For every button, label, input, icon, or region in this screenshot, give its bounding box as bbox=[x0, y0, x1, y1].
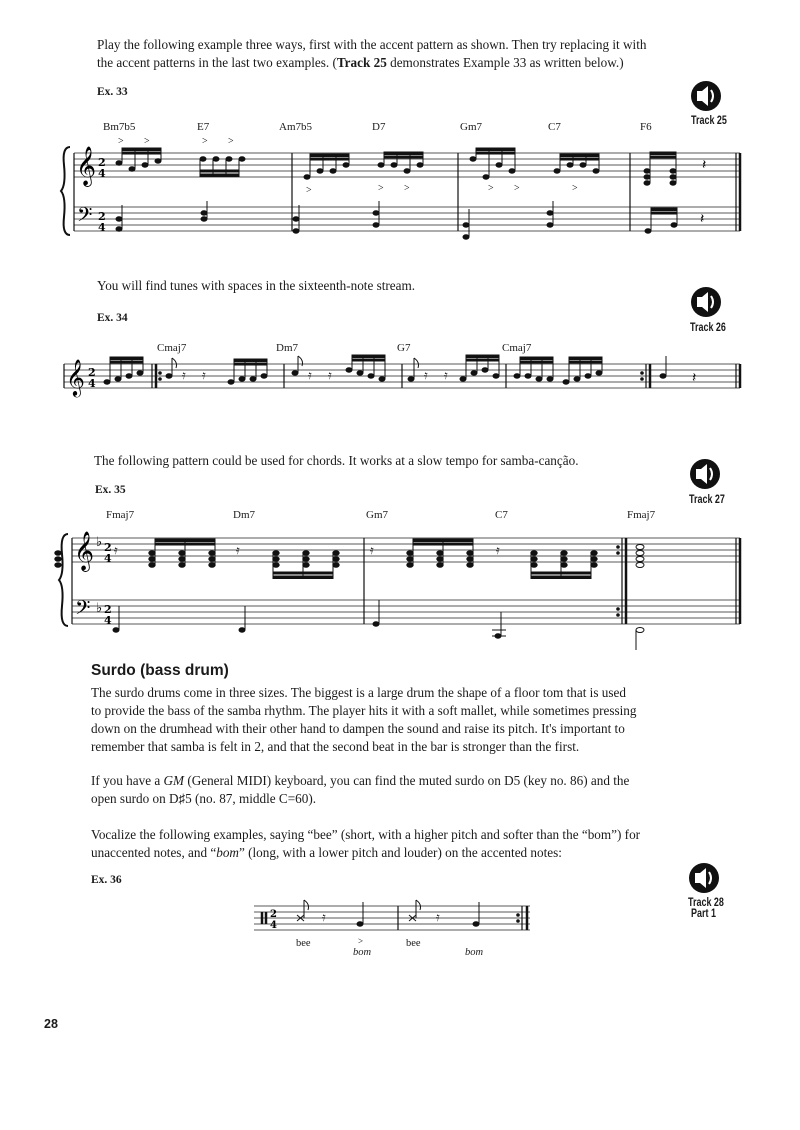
vocal-syllable: bee bbox=[406, 938, 421, 949]
svg-text:2: 2 bbox=[104, 541, 112, 554]
paragraph-line: remember that samba is felt in 2, and that the second beat in the bar is stronger than the first. bbox=[91, 739, 580, 754]
gm-abbrev: GM bbox=[163, 773, 185, 788]
svg-text:2: 2 bbox=[98, 156, 106, 169]
svg-text:𝄿: 𝄿 bbox=[202, 368, 206, 382]
svg-text:𝄽: 𝄽 bbox=[692, 371, 697, 386]
chord-symbol: Dm7 bbox=[233, 509, 255, 521]
svg-text:𝄽: 𝄽 bbox=[702, 158, 707, 173]
text-span: If you have a bbox=[91, 773, 164, 788]
paragraph-line: The surdo drums come in three sizes. The biggest is a large drum the shape of a floor tom that is used bbox=[91, 685, 626, 700]
example-label: Ex. 36 bbox=[91, 874, 122, 886]
track-reference: Track 25 bbox=[336, 55, 387, 70]
chord-symbol: Fmaj7 bbox=[627, 509, 656, 521]
svg-text:𝄿: 𝄿 bbox=[182, 368, 186, 382]
svg-text:>: > bbox=[118, 136, 124, 147]
paragraph-line: to provide the bass of the samba rhythm. The player hits it with a soft mallet, while sometimes pressing bbox=[91, 703, 637, 718]
text-span: (General MIDI) keyboard, you can find the muted surdo on D5 (key no. 86) and the bbox=[184, 773, 630, 788]
svg-text:𝄿: 𝄿 bbox=[236, 543, 240, 557]
chord-symbol: G7 bbox=[397, 342, 411, 354]
svg-text:4: 4 bbox=[104, 552, 112, 565]
track-label: Track 28 bbox=[688, 897, 724, 909]
track-label: Track 27 bbox=[689, 494, 725, 506]
svg-text:>: > bbox=[404, 183, 410, 194]
svg-text:𝄿: 𝄿 bbox=[308, 368, 312, 382]
track-label: Track 25 bbox=[691, 115, 727, 127]
svg-text:𝄿: 𝄿 bbox=[322, 910, 326, 924]
svg-text:𝄿: 𝄿 bbox=[328, 368, 332, 382]
paragraph-line bbox=[91, 772, 741, 790]
svg-text:𝄿: 𝄿 bbox=[444, 368, 448, 382]
svg-text:2: 2 bbox=[88, 366, 96, 379]
svg-text:4: 4 bbox=[98, 167, 106, 180]
svg-text:>: > bbox=[228, 136, 234, 147]
svg-text:>: > bbox=[202, 136, 208, 147]
example-label: Ex. 35 bbox=[95, 484, 126, 496]
svg-text:𝄞: 𝄞 bbox=[74, 531, 95, 571]
bom-word: bom bbox=[216, 845, 239, 860]
svg-text:4: 4 bbox=[88, 377, 96, 390]
notation-ex33-grand-staff bbox=[60, 135, 750, 247]
notation-ex35-grand-staff bbox=[58, 520, 750, 638]
svg-text:𝄿: 𝄿 bbox=[436, 910, 440, 924]
chord-symbol: E7 bbox=[197, 121, 210, 133]
track-label: Track 26 bbox=[690, 322, 726, 334]
vocal-syllable: bom bbox=[353, 947, 372, 958]
chord-symbol: Am7b5 bbox=[279, 121, 312, 133]
chord-symbol: F6 bbox=[640, 121, 652, 133]
paragraph-line: open surdo on D♯5 (no. 87, middle C=60). bbox=[91, 791, 317, 806]
intro-line-2-tail: demonstrates Example 33 as written below.) bbox=[386, 55, 624, 70]
audio-cd-icon bbox=[689, 458, 721, 490]
notation-ex34-staff bbox=[60, 354, 750, 404]
page-number: 28 bbox=[44, 1017, 58, 1031]
svg-text:>: > bbox=[572, 183, 578, 194]
svg-text:𝄿: 𝄿 bbox=[370, 543, 374, 557]
svg-text:2: 2 bbox=[98, 210, 106, 223]
example-label: Ex. 34 bbox=[97, 312, 128, 324]
chord-symbol: D7 bbox=[372, 121, 386, 133]
svg-text:𝄿: 𝄿 bbox=[114, 543, 118, 557]
svg-text:4: 4 bbox=[98, 221, 106, 234]
chord-symbol: Fmaj7 bbox=[106, 509, 135, 521]
ex35-intro: The following pattern could be used for chords. It works at a slow tempo for samba-canção. bbox=[94, 453, 579, 468]
svg-text:𝄢: 𝄢 bbox=[77, 203, 93, 231]
intro-line-1: Play the following example three ways, first with the accent pattern as shown. Then try replacing it with bbox=[97, 37, 647, 52]
text-span: ” (long, with a lower pitch and louder) on the accented notes: bbox=[238, 845, 562, 860]
ex34-intro: You will find tunes with spaces in the sixteenth-note stream. bbox=[97, 278, 416, 293]
vocal-syllable: bee bbox=[296, 938, 311, 949]
audio-cd-icon bbox=[690, 80, 722, 112]
svg-text:2: 2 bbox=[270, 909, 277, 920]
svg-text:4: 4 bbox=[270, 920, 277, 931]
vocal-syllable: bom bbox=[465, 947, 484, 958]
paragraph-line bbox=[91, 844, 741, 862]
intro-line-2 bbox=[97, 54, 737, 72]
chord-symbol: Gm7 bbox=[366, 509, 388, 521]
text-span: unaccented notes, and “ bbox=[91, 845, 217, 860]
intro-line-2-text: the accent patterns in the last two examples. ( bbox=[97, 55, 337, 70]
section-heading: Surdo (bass drum) bbox=[91, 662, 229, 679]
svg-text:𝄞: 𝄞 bbox=[66, 358, 85, 396]
paragraph-line: down on the drumhead with their other hand to dampen the sound and raise its pitch. It's important to bbox=[91, 721, 625, 736]
chord-symbol: Cmaj7 bbox=[157, 342, 187, 354]
svg-text:𝄿: 𝄿 bbox=[424, 368, 428, 382]
chord-symbol: C7 bbox=[495, 509, 508, 521]
svg-text:>: > bbox=[306, 185, 312, 196]
svg-text:𝄽: 𝄽 bbox=[700, 212, 705, 227]
svg-text:𝄢: 𝄢 bbox=[75, 596, 91, 624]
svg-text:𝄞: 𝄞 bbox=[76, 146, 97, 186]
surdo-paragraph-1 bbox=[91, 684, 741, 756]
svg-text:>: > bbox=[144, 136, 150, 147]
surdo-paragraph-2 bbox=[91, 772, 741, 808]
audio-cd-icon bbox=[690, 286, 722, 318]
svg-text:>: > bbox=[514, 183, 520, 194]
intro-paragraph bbox=[97, 36, 737, 72]
chord-symbol: C7 bbox=[548, 121, 561, 133]
svg-text:♭: ♭ bbox=[96, 535, 103, 550]
chord-symbol: Gm7 bbox=[460, 121, 482, 133]
track-part-label: Part 1 bbox=[691, 908, 716, 920]
surdo-paragraph-3 bbox=[91, 826, 741, 862]
paragraph-line: Vocalize the following examples, saying “bee” (short, with a higher pitch and softer than the “bom”) for bbox=[91, 827, 641, 842]
svg-text:>: > bbox=[378, 183, 384, 194]
svg-text:4: 4 bbox=[104, 614, 112, 627]
svg-text:♭: ♭ bbox=[96, 601, 103, 616]
chord-symbol: Cmaj7 bbox=[502, 342, 532, 354]
audio-cd-icon bbox=[688, 862, 720, 894]
svg-text:2: 2 bbox=[104, 603, 112, 616]
svg-text:>: > bbox=[488, 183, 494, 194]
svg-text:𝄿: 𝄿 bbox=[496, 543, 500, 557]
svg-text:>: > bbox=[358, 936, 364, 946]
chord-symbol: Dm7 bbox=[276, 342, 298, 354]
chord-symbol: Bm7b5 bbox=[103, 121, 136, 133]
example-label: Ex. 33 bbox=[97, 86, 128, 98]
